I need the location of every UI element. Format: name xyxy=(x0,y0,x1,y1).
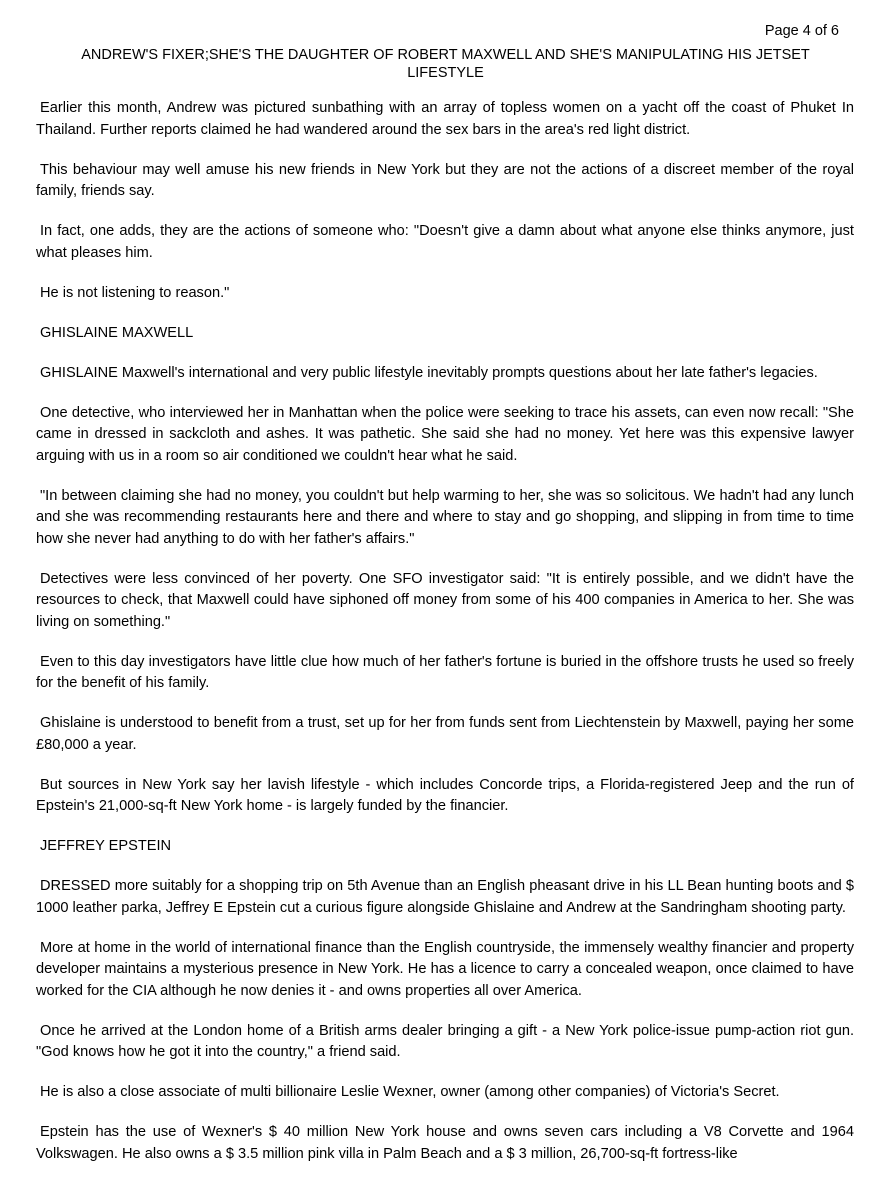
paragraph: One detective, who interviewed her in Manhattan when the police were seeking to trace his assets, can even now recall: "She came in dressed in sackcloth and ashes. It was pathetic. She said she had no money. Yet here was this expensive lawyer arguing with us in a room so air conditioned we couldn't hear what he said. xyxy=(36,404,854,464)
article-title: ANDREW'S FIXER;SHE'S THE DAUGHTER OF ROBERT MAXWELL AND SHE'S MANIPULATING HIS JETSET LIFESTYLE xyxy=(81,47,810,81)
paragraph: DRESSED more suitably for a shopping trip on 5th Avenue than an English pheasant drive in his LL Bean hunting boots and $ 1000 leather parka, Jeffrey E Epstein cut a curious figure alongside Ghislaine and Andrew at the Sandringham shooting party. xyxy=(36,878,854,916)
page-number: Page 4 of 6 xyxy=(764,23,839,39)
paragraph: Detectives were less convinced of her poverty. One SFO investigator said: "It is entirely possible, and we didn't have the resources to check, that Maxwell could have siphoned off money from some of his 400 companies in America to her. She was living on something." xyxy=(36,570,854,630)
paragraph: Once he arrived at the London home of a British arms dealer bringing a gift - a New York police-issue pump-action riot gun. "God knows how he got it into the country," a friend said. xyxy=(36,1022,854,1060)
paragraph: Earlier this month, Andrew was pictured sunbathing with an array of topless women on a yacht off the coast of Phuket In Thailand. Further reports claimed he had wandered around the sex bars in the area's red light district. xyxy=(36,100,854,138)
paragraph: Even to this day investigators have little clue how much of her father's fortune is buried in the offshore trusts he used so freely for the benefit of his family. xyxy=(36,653,854,691)
paragraph: He is also a close associate of multi billionaire Leslie Wexner, owner (among other companies) of Victoria's Secret. xyxy=(40,1084,780,1100)
paragraph: Ghislaine is understood to benefit from a trust, set up for her from funds sent from Liechtenstein by Maxwell, paying her some £80,000 a year. xyxy=(36,715,854,753)
paragraph: He is not listening to reason." xyxy=(40,284,230,301)
paragraph: More at home in the world of international finance than the English countryside, the immensely wealthy financier and property developer maintains a mysterious presence in New York. He has a licence to carry a concealed weapon, once claimed to have worked for the CIA although he now denies it - and owns properties all over America. xyxy=(36,939,854,999)
paragraph: In fact, one adds, they are the actions of someone who: "Doesn't give a damn about what anyone else thinks anymore, just what pleases him. xyxy=(36,223,854,261)
section-heading-ghislaine-maxwell: GHISLAINE MAXWELL xyxy=(40,324,194,341)
article-body xyxy=(36,98,854,1184)
paragraph: "In between claiming she had no money, you couldn't but help warming to her, she was so solicitous. We hadn't had any lunch and she was recommending restaurants here and there and where to stay and go shopping, and slipping in from time to time how she never had anything to do with her father's affairs." xyxy=(36,487,854,547)
paragraph: But sources in New York say her lavish lifestyle - which includes Concorde trips, a Florida-registered Jeep and the run of Epstein's 21,000-sq-ft New York home - is largely funded by the financier. xyxy=(36,776,854,814)
section-heading-jeffrey-epstein: JEFFREY EPSTEIN xyxy=(40,838,172,854)
paragraph: GHISLAINE Maxwell's international and very public lifestyle inevitably prompts questions about her late father's legacies. xyxy=(40,364,818,381)
paragraph: This behaviour may well amuse his new friends in New York but they are not the actions of a discreet member of the royal family, friends say. xyxy=(36,161,854,199)
paragraph: Epstein has the use of Wexner's $ 40 million New York house and owns seven cars including a V8 Corvette and 1964 Volkswagen. He also owns a $ 3.5 million pink villa in Palm Beach and a $ 3 million, 26,700-sq-ft fortress-like xyxy=(36,1124,854,1162)
